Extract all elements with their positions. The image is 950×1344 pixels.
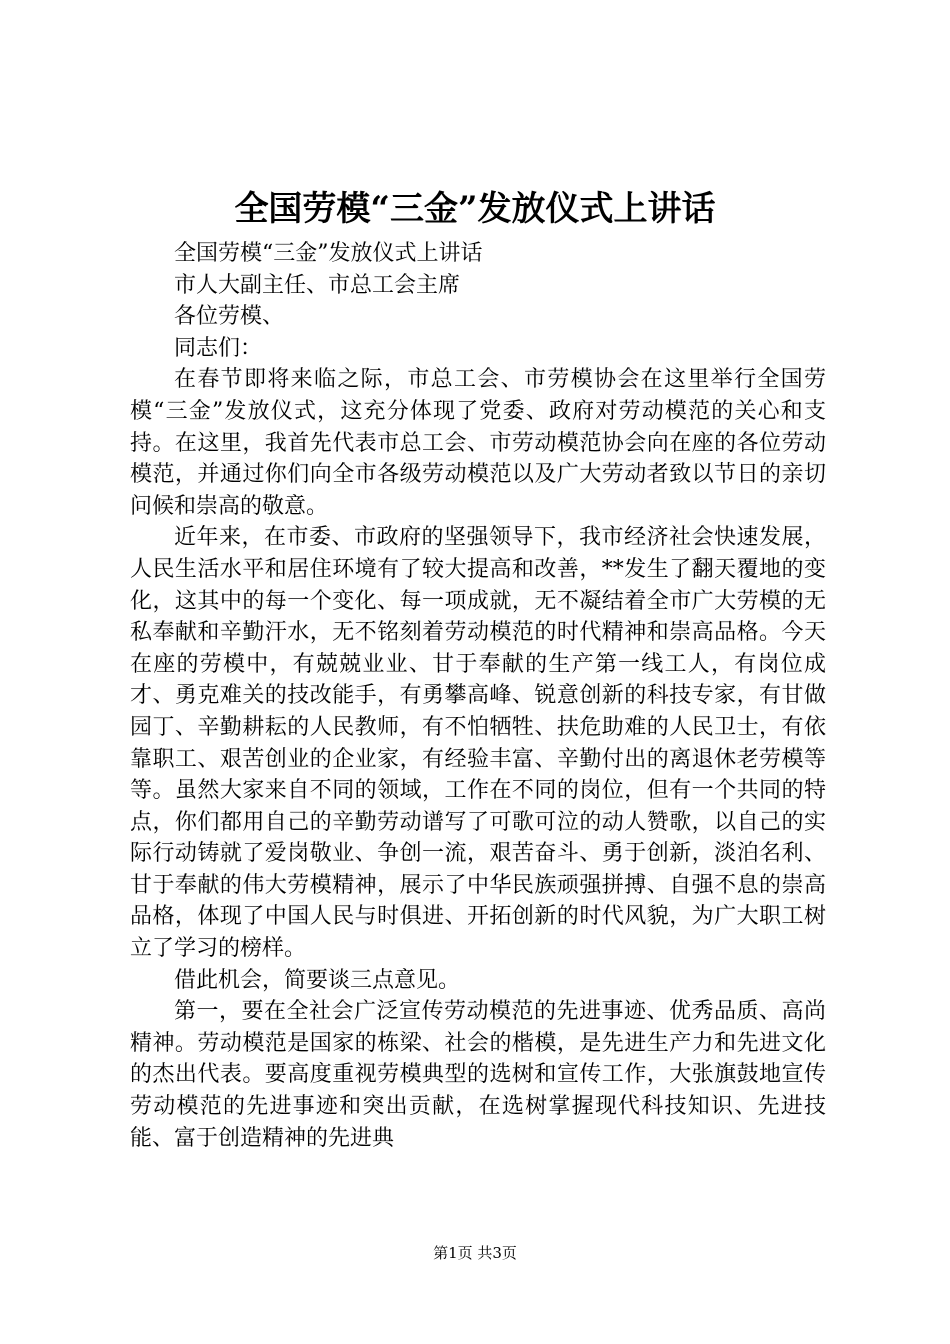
paragraph-speaker: 市人大副主任、市总工会主席 [174, 272, 461, 298]
paragraph-opening: 在春节即将来临之际，市总工会、市劳模协会在这里举行全国劳模“三金”发放仪式，这充分体现了党委、政府对劳动模范的关心和支持。在这里，我首先代表市总工会、市劳动模范协会向在座的各位劳动模范，并通过你们向全市各级劳动模范以及广大劳动者致以节日的亲切问候和崇高的敬意。 [130, 367, 826, 519]
paragraph-salutation-2: 同志们： [174, 335, 263, 361]
document-title: 全国劳模“三金”发放仪式上讲话 [234, 189, 716, 229]
page-number-footer: 第1页 共3页 [433, 1244, 517, 1262]
paragraph-subtitle: 全国劳模“三金”发放仪式上讲话 [174, 241, 483, 266]
paragraph-achievements: 近年来，在市委、市政府的坚强领导下，我市经济社会快速发展，人民生活水平和居住环境有了较大提高和改善，**发生了翻天覆地的变化，这其中的每一个变化、每一项成就，无不凝结着全市广大劳模的无私奉献和辛勤汗水，无不铭刻着劳动模范的时代精神和崇高品格。今天在座的劳模中，有兢兢业业、甘于奉献的生产第一线工人，有岗位成才、勇克难关的技改能手，有勇攀高峰、锐意创新的科技专家，有甘做园丁、辛勤耕耘的人民教师，有不怕牺牲、扶危助难的人民卫士，有依靠职工、艰苦创业的企业家，有经验丰富、辛勤付出的离退休老劳模等等。虽然大家来自不同的领域，工作在不同的岗位，但有一个共同的特点，你们都用自己的辛勤劳动谱写了可歌可泣的动人赞歌，以自己的实际行动铸就了爱岗敬业、争创一流，艰苦奋斗、勇于创新，淡泊名利、甘于奉献的伟大劳模精神，展示了中华民族顽强拼搏、自强不息的崇高品格，体现了中国人民与时俱进、开拓创新的时代风貌，为广大职工树立了学习的榜样。 [130, 525, 826, 962]
paragraph-point-one: 第一，要在全社会广泛宣传劳动模范的先进事迹、优秀品质、高尚精神。劳动模范是国家的栋梁、社会的楷模，是先进生产力和先进文化的杰出代表。要高度重视劳模典型的选树和宣传工作，大张旗鼓地宣传劳动模范的先进事迹和突出贡献，在选树掌握现代科技知识、先进技能、富于创造精神的先进典 [130, 999, 826, 1151]
paragraph-transition: 借此机会，简要谈三点意见。 [174, 967, 461, 993]
document-body [130, 238, 826, 1154]
paragraph-salutation-1: 各位劳模、 [174, 304, 285, 330]
